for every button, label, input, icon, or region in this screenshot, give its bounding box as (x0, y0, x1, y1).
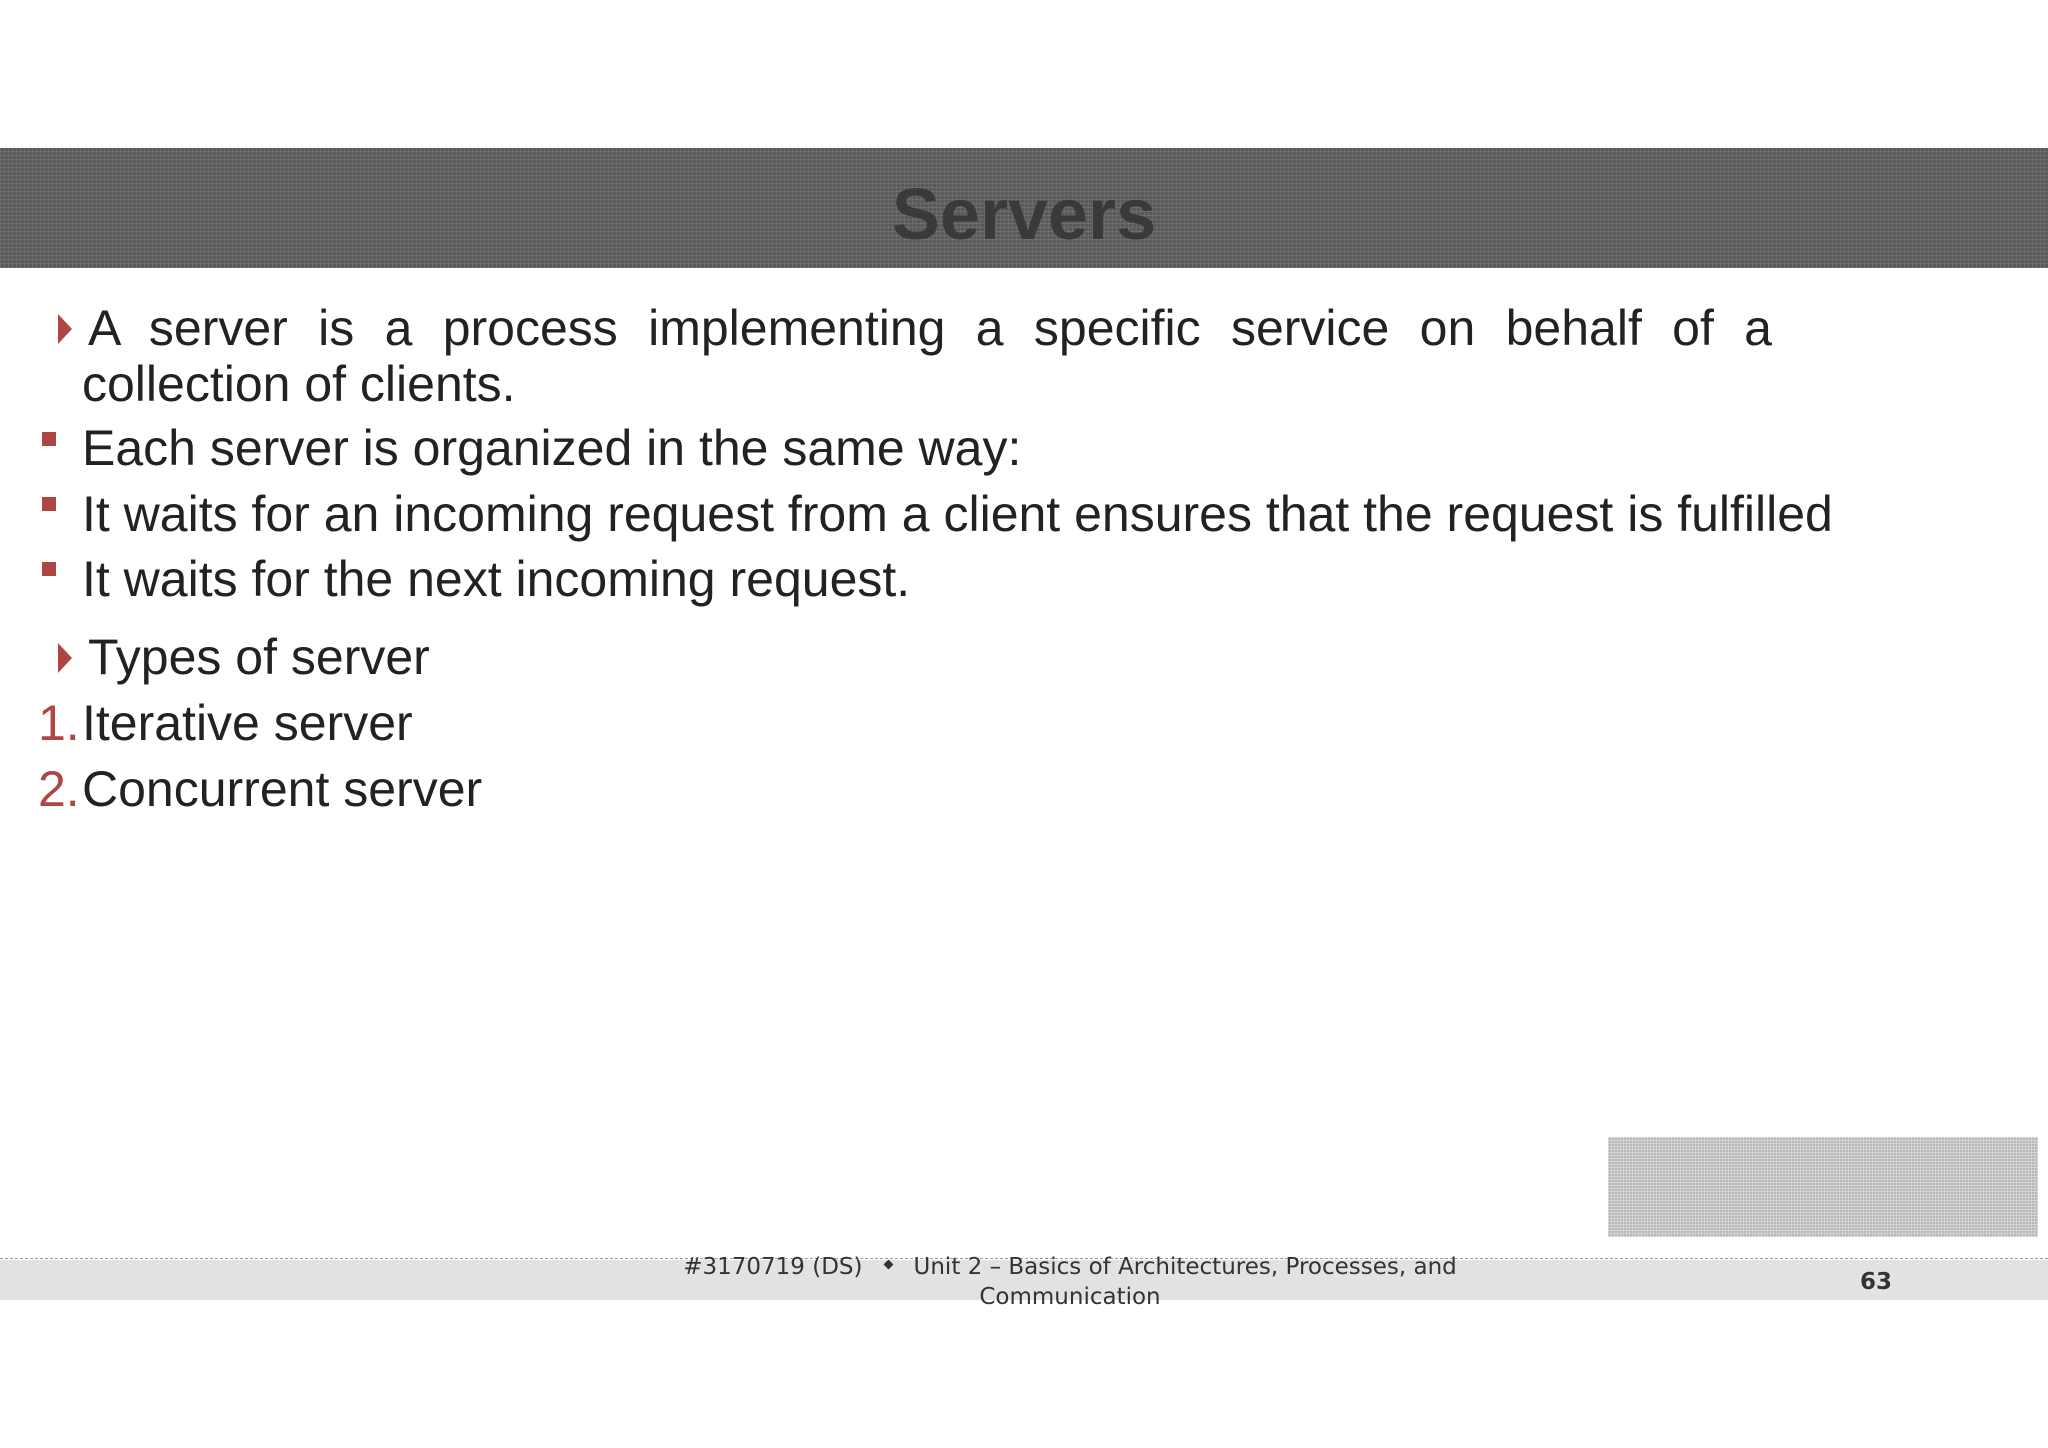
footer-text-line-1 (560, 1252, 1580, 1282)
page-number: 63 (1859, 1269, 1892, 1295)
square-bullet-icon (42, 432, 56, 446)
intro-paragraph (82, 300, 1772, 356)
square-bullet-icon (42, 562, 56, 576)
corner-logo-placeholder (1608, 1137, 2038, 1237)
slide-title: Servers (891, 175, 1157, 255)
list-item: Iterative server (82, 695, 413, 751)
triangle-bullet-icon (58, 314, 72, 344)
types-heading: Types of server (88, 629, 430, 685)
intro-line-2: collection of clients. (82, 356, 516, 412)
square-bullet-icon (42, 497, 56, 511)
list-item: Concurrent server (82, 761, 483, 817)
list-number: 2. (38, 761, 80, 817)
triangle-bullet-icon (58, 643, 72, 673)
bullet-item: It waits for an incoming request from a client ensures that the request is fulfilled (82, 486, 1833, 542)
footer-text-line-2: Communication (979, 1284, 1161, 1310)
intro-line-1: A server is a process implementing a specific service on behalf of a (88, 300, 1772, 356)
footer-course-code: #3170719 (DS) (683, 1254, 863, 1280)
bullet-item: Each server is organized in the same way: (82, 420, 1022, 476)
footer-unit-title: Unit 2 – Basics of Architectures, Processes, and (913, 1254, 1457, 1280)
diamond-separator-icon (883, 1260, 893, 1270)
bullet-item: It waits for the next incoming request. (82, 551, 911, 607)
list-number: 1. (38, 695, 80, 751)
